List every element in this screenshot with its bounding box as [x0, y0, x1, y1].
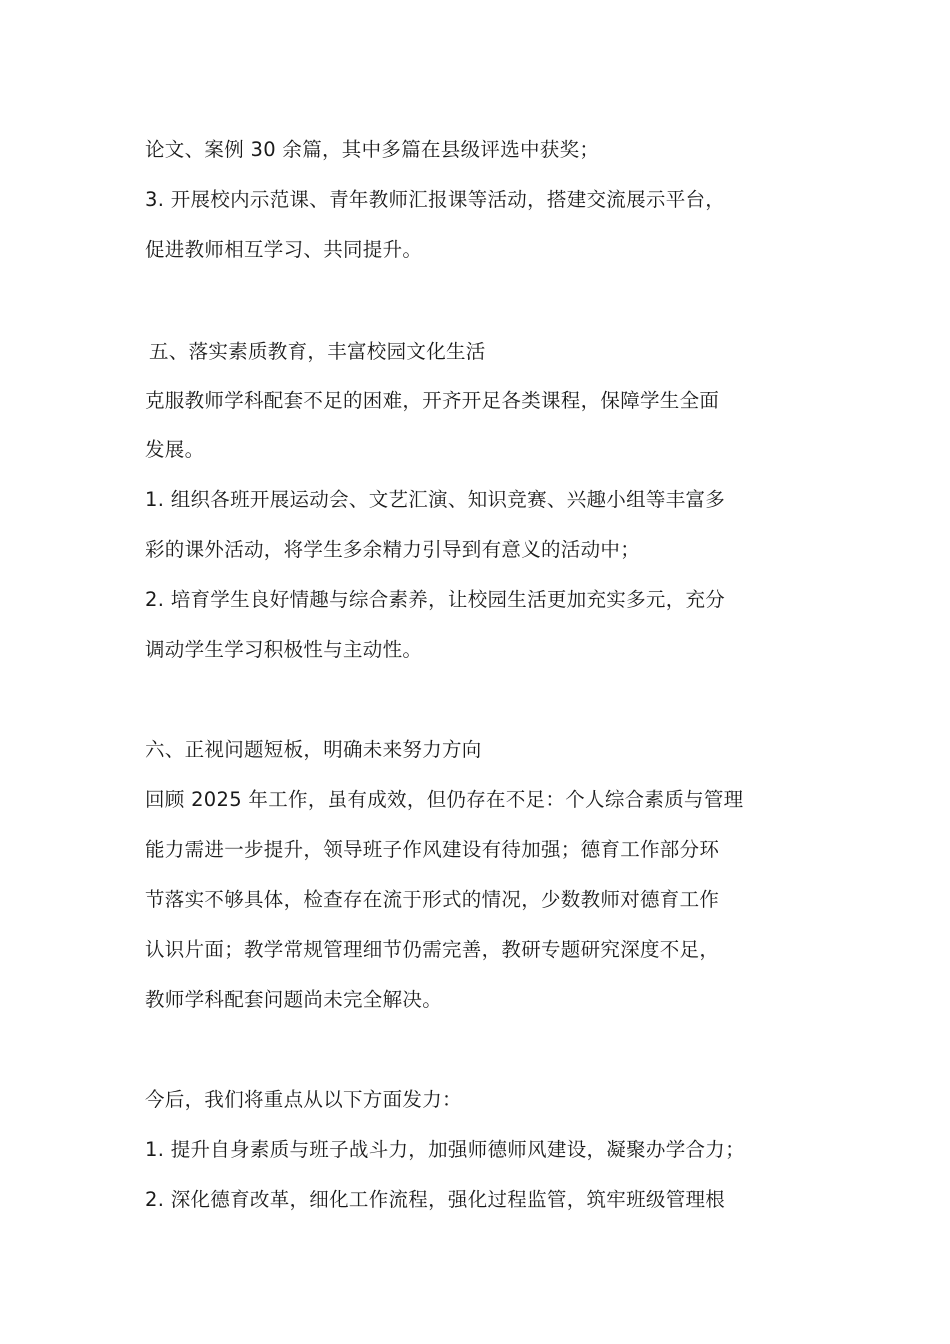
- paragraph-line: 节落实不够具体，检查存在流于形式的情况，少数教师对德育工作: [145, 888, 720, 911]
- list-item-2: 2. 深化德育改革，细化工作流程，强化过程监管，筑牢班级管理根: [145, 1188, 726, 1211]
- section-heading-5: 五、落实素质教育，丰富校园文化生活: [149, 340, 486, 363]
- paragraph-line: 克服教师学科配套不足的困难，开齐开足各类课程，保障学生全面: [145, 389, 720, 412]
- paragraph-line: 调动学生学习积极性与主动性。: [145, 638, 423, 661]
- paragraph-line: 认识片面；教学常规管理细节仍需完善，教研专题研究深度不足，: [145, 938, 720, 961]
- paragraph-line: 教师学科配套问题尚未完全解决。: [145, 988, 443, 1011]
- paragraph-line: 论文、案例 30 余篇，其中多篇在县级评选中获奖；: [145, 138, 600, 161]
- paragraph-line: 促进教师相互学习、共同提升。: [145, 238, 423, 261]
- paragraph-line: 能力需进一步提升，领导班子作风建设有待加强；德育工作部分环: [145, 838, 720, 861]
- list-item-3: 3. 开展校内示范课、青年教师汇报课等活动，搭建交流展示平台，: [145, 188, 726, 211]
- paragraph-line: 发展。: [145, 438, 205, 461]
- paragraph-line: 彩的课外活动，将学生多余精力引导到有意义的活动中；: [145, 538, 641, 561]
- section-heading-6: 六、正视问题短板，明确未来努力方向: [145, 738, 482, 761]
- list-item-2: 2. 培育学生良好情趣与综合素养，让校园生活更加充实多元，充分: [145, 588, 726, 611]
- paragraph-line: 回顾 2025 年工作，虽有成效，但仍存在不足：个人综合素质与管理: [145, 788, 744, 811]
- list-item-1: 1. 组织各班开展运动会、文艺汇演、知识竞赛、兴趣小组等丰富多: [145, 488, 726, 511]
- list-item-1: 1. 提升自身素质与班子战斗力，加强师德师风建设，凝聚办学合力；: [145, 1138, 745, 1161]
- paragraph-line: 今后，我们将重点从以下方面发力：: [145, 1088, 462, 1111]
